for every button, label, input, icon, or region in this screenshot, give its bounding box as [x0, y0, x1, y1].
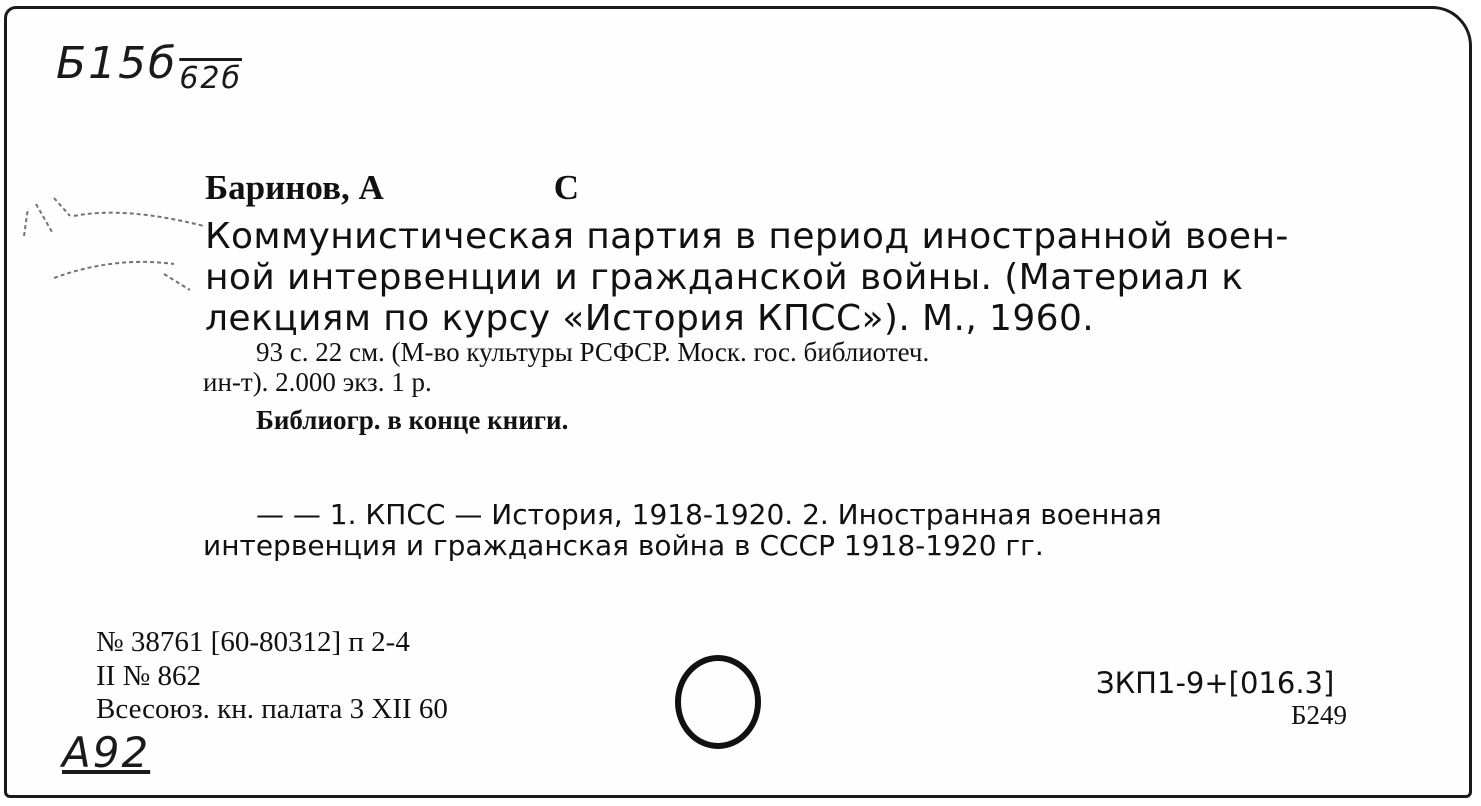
- title-line-3: лекциям по курсу «История КПСС»). М., 1960.: [205, 298, 1095, 339]
- title-block: [205, 216, 1365, 339]
- punch-hole-circle: [672, 652, 768, 752]
- subject-headings-line-2: интервенция и гражданская война в СССР 1918-1920 гг.: [203, 529, 1044, 562]
- card-number: № 38761 [60-80312] п 2-4: [96, 626, 410, 658]
- book-chamber-line: Всесоюз. кн. палата 3 XII 60: [96, 693, 448, 725]
- shelf-mark-main: Б15б: [56, 38, 178, 89]
- faded-stamp-mark: [14, 186, 204, 296]
- location-mark: А92: [62, 728, 151, 777]
- author-heading: [205, 168, 579, 208]
- collation-line-1: 93 с. 22 см. (М-во культуры РСФСР. Моск. гос. библиотеч.: [256, 337, 930, 367]
- subject-headings-line-1: — — 1. КПСС — История, 1918-1920. 2. Иностранная военная: [256, 498, 1162, 531]
- author-initial: С: [553, 168, 580, 207]
- shelf-mark: [56, 38, 242, 96]
- shelf-mark-sub: 62б: [179, 61, 242, 96]
- classification-index: ЗКП1-9+[016.3]: [1096, 666, 1335, 700]
- author-name: Баринов, А: [205, 168, 384, 207]
- series-number: II № 862: [96, 660, 201, 692]
- bibliography-note: Библиогр. в конце книги.: [256, 405, 569, 435]
- title-line-2: ной интервенции и гражданской войны. (Материал к: [205, 257, 1244, 298]
- title-line-1: Коммунистическая партия в период иностранной воен-: [205, 216, 1289, 257]
- author-mark: Б249: [1291, 700, 1348, 730]
- collation-line-2: ин-т). 2.000 экз. 1 р.: [203, 367, 432, 397]
